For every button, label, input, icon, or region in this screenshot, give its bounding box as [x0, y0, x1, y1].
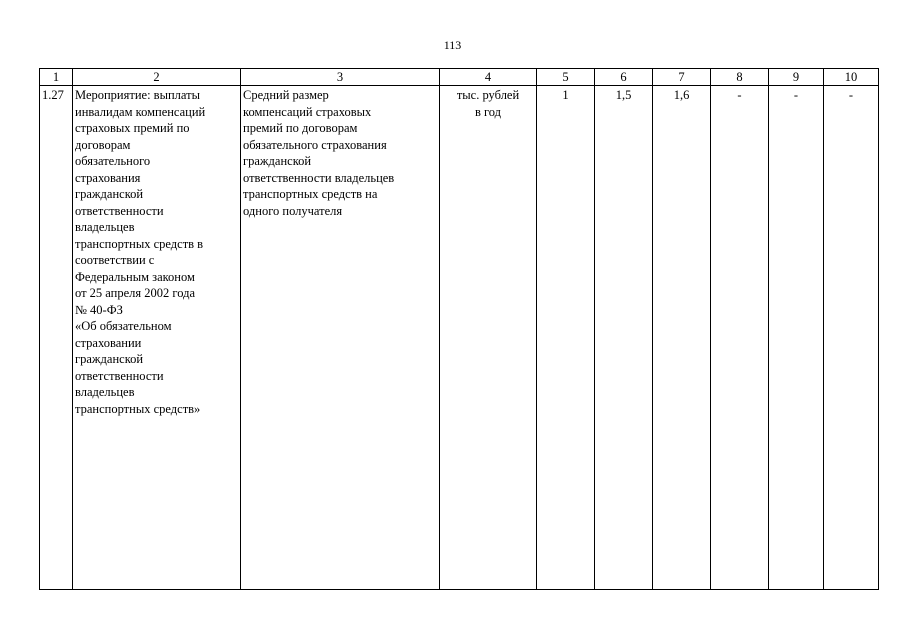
column-header-3: 3 — [241, 69, 440, 86]
value-cell-8: - — [711, 86, 769, 590]
table-header-row — [40, 69, 879, 86]
value-cell-7: 1,6 — [653, 86, 711, 590]
column-header-1: 1 — [40, 69, 73, 86]
table-row — [40, 86, 879, 590]
indicator-name-cell: Средний размер компенсаций страховых премий по договорам обязательного страхования гражданской ответственности владельцев транспортных средств на одного получателя — [241, 86, 440, 590]
value-cell-9: - — [769, 86, 824, 590]
measure-name-cell: Мероприятие: выплаты инвалидам компенсаций страховых премий по договорам обязательного страхования гражданской ответственности владельцев транспортных средств в соответствии с Федеральным законом от 25 апреля 2002 года № 40-ФЗ «Об обязательном страховании гражданской ответственности владельцев транспортных средств» — [73, 86, 241, 590]
value-cell-5: 1 — [537, 86, 595, 590]
column-header-6: 6 — [595, 69, 653, 86]
value-cell-10: - — [824, 86, 879, 590]
unit-cell: тыс. рублей в год — [440, 86, 537, 590]
row-number-cell: 1.27 — [40, 86, 73, 590]
column-header-9: 9 — [769, 69, 824, 86]
indicator-table — [39, 68, 879, 590]
value-cell-6: 1,5 — [595, 86, 653, 590]
column-header-8: 8 — [711, 69, 769, 86]
column-header-10: 10 — [824, 69, 879, 86]
column-header-2: 2 — [73, 69, 241, 86]
column-header-7: 7 — [653, 69, 711, 86]
page-number: 113 — [443, 38, 462, 52]
column-header-5: 5 — [537, 69, 595, 86]
column-header-4: 4 — [440, 69, 537, 86]
